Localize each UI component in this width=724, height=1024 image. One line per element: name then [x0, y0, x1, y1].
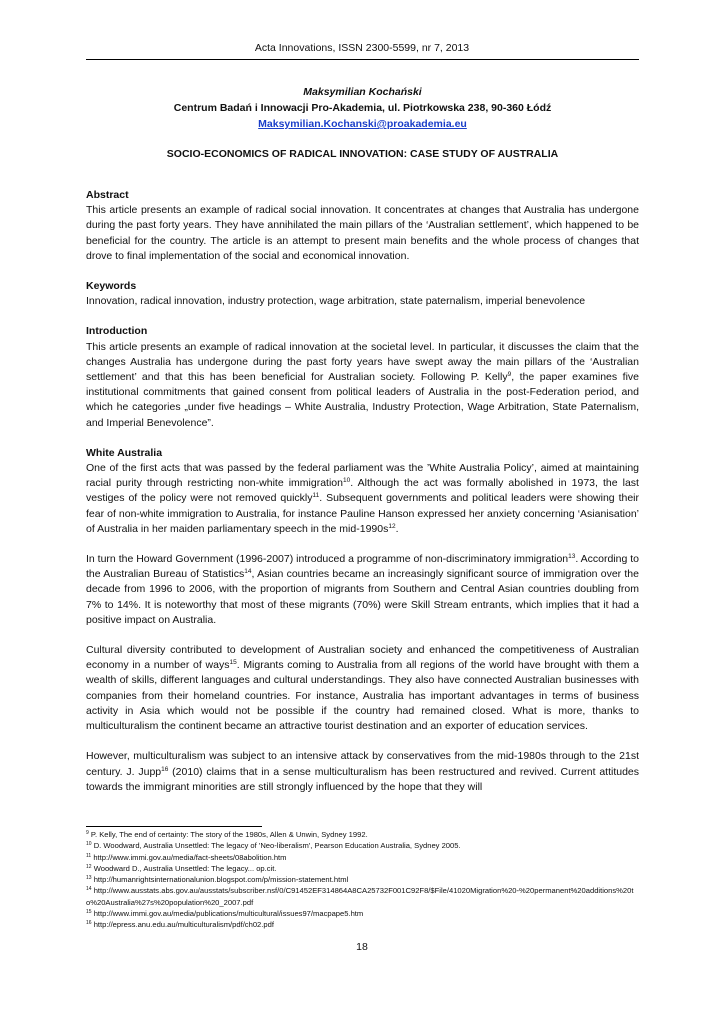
- white-australia-heading: White Australia: [86, 446, 163, 459]
- author-name: Maksymilian Kochański: [303, 86, 422, 98]
- footnote-link[interactable]: http://www.ausstats.abs.gov.au/ausstats/subscriber.nsf/0/C91452EF314864A8CA25732F001C92F8/$File/41020Migration%20-%20permanent%20additions%20to%20Australia%27s%20population%20_2007.pdf: [86, 886, 634, 907]
- footnote-link[interactable]: http://humanrightsinternationalunion.blogspot.com/p/mission-statement.html: [93, 875, 349, 885]
- article-title: SOCIO-ECONOMICS OF RADICAL INNOVATION: CASE STUDY OF AUSTRALIA: [166, 148, 559, 160]
- header-rule: [86, 59, 639, 60]
- white-australia-paragraph-3: Cultural diversity contributed to development of Australian society and enhanced the competitiveness of Australian economy in a number of ways$^{15}$. Migrants coming to Australia from all regions of the world have brought with them a wealth of skills, different languages and cultural understandings. They also have connected Australian businesses with companies from their homeland countries. For instance, Australia has important advantages in terms of business activity in Asia which would not be possible if the country had remained closed. What is more, thanks to multiculturalism the continent became an attractive tourist destination and an exporter of education services.: [86, 644, 639, 733]
- footnote: $^{13}$ http://humanrightsinternationalunion.blogspot.com/p/mission-statement.html: [86, 875, 349, 885]
- introduction-heading: Introduction: [86, 325, 148, 338]
- introduction-paragraph: This article presents an example of radical innovation at the societal level. In particular, it discusses the claim that the changes Australia has undergone during the past forty years have swept away the main pillars of the ‘Australian settlement’ and that this has been beneficial for Australian society. Following P. Kelly$^9$, the paper examines five institutional commitments that gained consent from political leaders of Australia in the post-Federation period, and which he categories „under five headings – White Australia, Industry Protection, Wage Arbitration, State Paternalism, and Imperial Benevolence”.: [86, 340, 639, 429]
- footnote: $^{11}$ http://www.immi.gov.au/media/fact-sheets/08abolition.htm: [86, 852, 287, 862]
- white-australia-paragraph-1: One of the first acts that was passed by the federal parliament was the ’White Australia Policy’, aimed at maintaining racial purity through restricting non-white immigration$^{10}$. Although the act was formally abolished in 1973, the last vestiges of the policy were not removed quickly$^{11}$. Subsequent governments and political leaders were showing their fear of non-white immigration to Australia, for instance Pauline Hanson expressed her anxiety concerning ‘Asianisation’ of Australia in her maiden parliamentary speech in the mid-$1990s^{12}$.: [86, 462, 639, 535]
- footnote-ref[interactable]: 10: [342, 477, 351, 485]
- footnote-link[interactable]: http://epress.anu.edu.au/multiculturalism/pdf/ch02.pdf: [93, 920, 274, 930]
- footnote-link[interactable]: http://www.immi.gov.au/media/fact-sheets/08abolition.htm: [93, 852, 287, 862]
- keywords-heading: Keywords: [86, 280, 137, 293]
- article-body: [86, 188, 639, 795]
- footnote-ref[interactable]: 9: [507, 371, 512, 379]
- page-number: 18: [356, 941, 368, 953]
- abstract-heading: Abstract: [86, 189, 129, 201]
- author-affiliation: Centrum Badań i Innowacji Pro-Akademia, ul. Piotrkowska 238, 90-360 Łódź: [173, 102, 552, 114]
- footnote: $^{12}$ Woodward D., Australia Unsettled: The legacy... op.cit.: [86, 863, 277, 873]
- author-block: [86, 84, 639, 132]
- footnote: $^{16}$ http://epress.anu.edu.au/multiculturalism/pdf/ch02.pdf: [86, 920, 274, 930]
- footnote: $^9$ P. Kelly, The end of certainty: The story of the 1980s, Allen & Unwin, Sydney 1992.: [86, 830, 368, 839]
- footnotes: [86, 829, 639, 931]
- footnote-link[interactable]: http://www.immi.gov.au/media/publications/multicultural/issues97/macpape5.htm: [93, 909, 364, 919]
- footnote: $^{15}$ http://www.immi.gov.au/media/publications/multicultural/issues97/macpape5.htm: [86, 909, 364, 919]
- author-email-link[interactable]: Maksymilian.Kochanski@proakademia.eu: [258, 118, 467, 130]
- footnote-ref[interactable]: 13: [568, 553, 576, 561]
- footnote-ref[interactable]: 16: [161, 765, 169, 773]
- footnote-rule: [86, 826, 262, 827]
- footnote: $^{10}$ D. Woodward, Australia Unsettled: The legacy of 'Neo-liberalism', Pearson Education Australia, Sydney 2005.: [86, 841, 461, 851]
- footnote-ref[interactable]: 11: [312, 492, 320, 500]
- journal-header: Acta Innovations, ISSN 2300-5599, nr 7, 2013: [254, 42, 470, 54]
- keywords-text: Innovation, radical innovation, industry protection, wage arbitration, state paternalism, imperial benevolence: [86, 295, 586, 308]
- abstract-text: This article presents an example of radical social innovation. It concentrates at changes that Australia has undergone during the past forty years. They have annihilated the main pillars of the ‘Australian settlement’, which happened to be beneficial for the country. The article is an attempt to present main benefits and the whole process of changes that drove to final implementation of the social and economical innovation.: [86, 204, 639, 262]
- footnote-ref[interactable]: 15: [229, 659, 237, 667]
- footnote: $^{14}$ http://www.ausstats.abs.gov.au/ausstats/subscriber.nsf/0/C91452EF314864A8CA25732F001C92F8/$File/41020Migration%20-%20permanent%20additions%20to%20Australia%27s%20population%20_2007.pdf: [86, 886, 634, 907]
- footnote-ref[interactable]: 12: [388, 522, 396, 530]
- white-australia-paragraph-4: However, multiculturalism was subject to an intensive attack by conservatives from the mid-1980s through to the 21st century. J. Jupp$^{16}$ (2010) claims that in a sense multiculturalism has been restructured and revived. Current attitudes towards the immigrant minorities are still strongly influenced by the hope that they will: [86, 750, 640, 793]
- white-australia-paragraph-2: In turn the Howard Government (1996-2007) introduced a programme of non-discriminatory immigration$^{13}$. According to the Australian Bureau of Statistics$^{14}$, Asian countries became an increasingly significant source of immigration over the decade from 1996 to 2006, with the proportion of migrants from Southern and Central Asian countries doubling from 7% to 14%. It is noteworthy that most of these migrants (70%) were Skill Stream entrants, which implies that it had a positive impact on Australia.: [86, 553, 639, 626]
- footnote-ref[interactable]: 14: [244, 568, 252, 576]
